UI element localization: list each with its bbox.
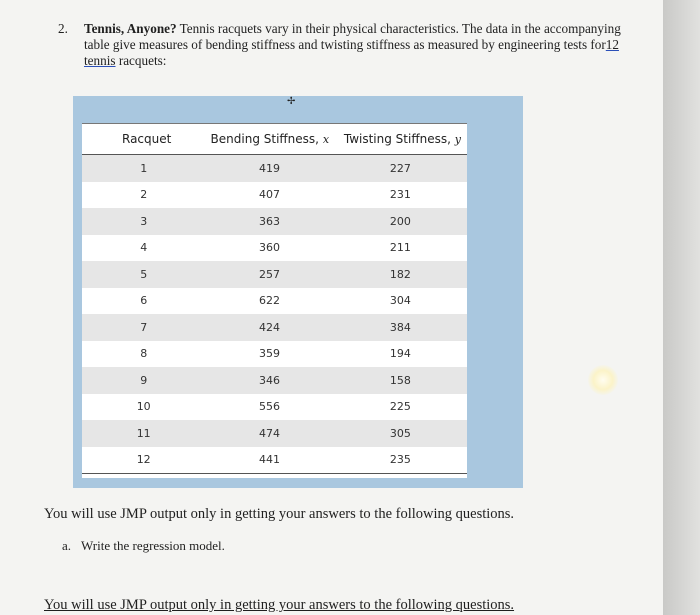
cell-bending: 441 xyxy=(259,453,281,467)
table-row xyxy=(82,314,467,341)
header-twisting-label: Twisting Stiffness, xyxy=(343,132,451,146)
header-racquet: Racquet xyxy=(122,132,172,146)
cell-bending: 556 xyxy=(259,400,281,414)
problem-description: Tennis racquets vary in their physical characteristics. The data in the accompanying table give measures of bending stiffness and twisting stiffness as measured by engineering tests for xyxy=(84,21,621,52)
cell-racquet: 6 xyxy=(140,294,148,308)
table-row xyxy=(82,235,467,262)
table-row xyxy=(82,341,467,368)
instruction-text-repeat: You will use JMP output only in getting your answers to the following questions. xyxy=(44,597,515,613)
header-twisting-var: y xyxy=(454,133,461,146)
cell-twisting: 182 xyxy=(389,267,411,281)
racquet-count: 12 xyxy=(605,37,619,52)
cell-racquet: 7 xyxy=(140,320,148,334)
table-header-row xyxy=(82,123,467,155)
table-bottom-rule xyxy=(82,473,467,474)
cell-racquet: 4 xyxy=(140,241,148,255)
stray-mark-icon: ✢ xyxy=(287,96,296,107)
cell-twisting: 200 xyxy=(389,214,411,228)
cell-twisting: 384 xyxy=(389,320,411,334)
header-bending xyxy=(206,132,334,146)
racquet-data-table xyxy=(82,123,467,478)
cell-racquet: 12 xyxy=(136,453,151,467)
cell-twisting: 305 xyxy=(389,426,411,440)
header-twisting xyxy=(334,132,467,146)
cell-racquet: 9 xyxy=(140,373,148,387)
question-a-letter: a. xyxy=(62,538,72,553)
table-row xyxy=(82,182,467,209)
problem-description-end: racquets: xyxy=(115,53,167,68)
header-bending-var: x xyxy=(322,133,330,146)
cell-bending: 346 xyxy=(259,373,281,387)
cell-bending: 474 xyxy=(259,426,281,440)
cell-bending: 419 xyxy=(259,161,281,175)
table-row xyxy=(82,261,467,288)
cell-twisting: 235 xyxy=(389,453,411,467)
cell-racquet: 2 xyxy=(140,188,148,202)
table-body xyxy=(82,155,467,473)
cell-bending: 424 xyxy=(259,320,281,334)
table-row xyxy=(82,447,467,474)
table-image-panel xyxy=(73,96,523,488)
cell-racquet: 5 xyxy=(140,267,148,281)
cell-twisting: 158 xyxy=(389,373,411,387)
cell-twisting: 304 xyxy=(389,294,411,308)
cell-twisting: 231 xyxy=(389,188,411,202)
table-row xyxy=(82,420,467,447)
cell-bending: 363 xyxy=(259,214,281,228)
instruction-text: You will use JMP output only in getting your answers to the following questions. xyxy=(44,506,515,522)
background-edge xyxy=(663,0,700,615)
tennis-link[interactable]: tennis xyxy=(84,53,116,68)
table-row xyxy=(82,288,467,315)
cell-bending: 359 xyxy=(259,347,281,361)
table-row xyxy=(82,394,467,421)
problem-title: Tennis, Anyone? xyxy=(84,21,177,36)
table-row xyxy=(82,367,467,394)
table-grid xyxy=(82,123,467,474)
cell-racquet: 8 xyxy=(140,347,148,361)
question-a-text: Write the regression model. xyxy=(81,538,225,553)
problem-statement xyxy=(58,21,628,69)
cell-bending: 622 xyxy=(259,294,281,308)
light-glare xyxy=(588,365,618,395)
cell-racquet: 3 xyxy=(140,214,148,228)
table-row xyxy=(82,155,467,182)
cell-twisting: 194 xyxy=(389,347,411,361)
cell-bending: 407 xyxy=(259,188,281,202)
cell-bending: 360 xyxy=(259,241,281,255)
header-bending-label: Bending Stiffness, xyxy=(210,132,319,146)
cell-bending: 257 xyxy=(259,267,281,281)
cell-racquet: 11 xyxy=(136,426,151,440)
cell-twisting: 211 xyxy=(389,241,411,255)
problem-number: 2. xyxy=(58,21,68,36)
cell-twisting: 225 xyxy=(389,400,411,414)
table-row xyxy=(82,208,467,235)
cell-twisting: 227 xyxy=(389,161,411,175)
cell-racquet: 10 xyxy=(136,400,151,414)
question-a xyxy=(62,538,225,554)
cell-racquet: 1 xyxy=(140,161,148,175)
